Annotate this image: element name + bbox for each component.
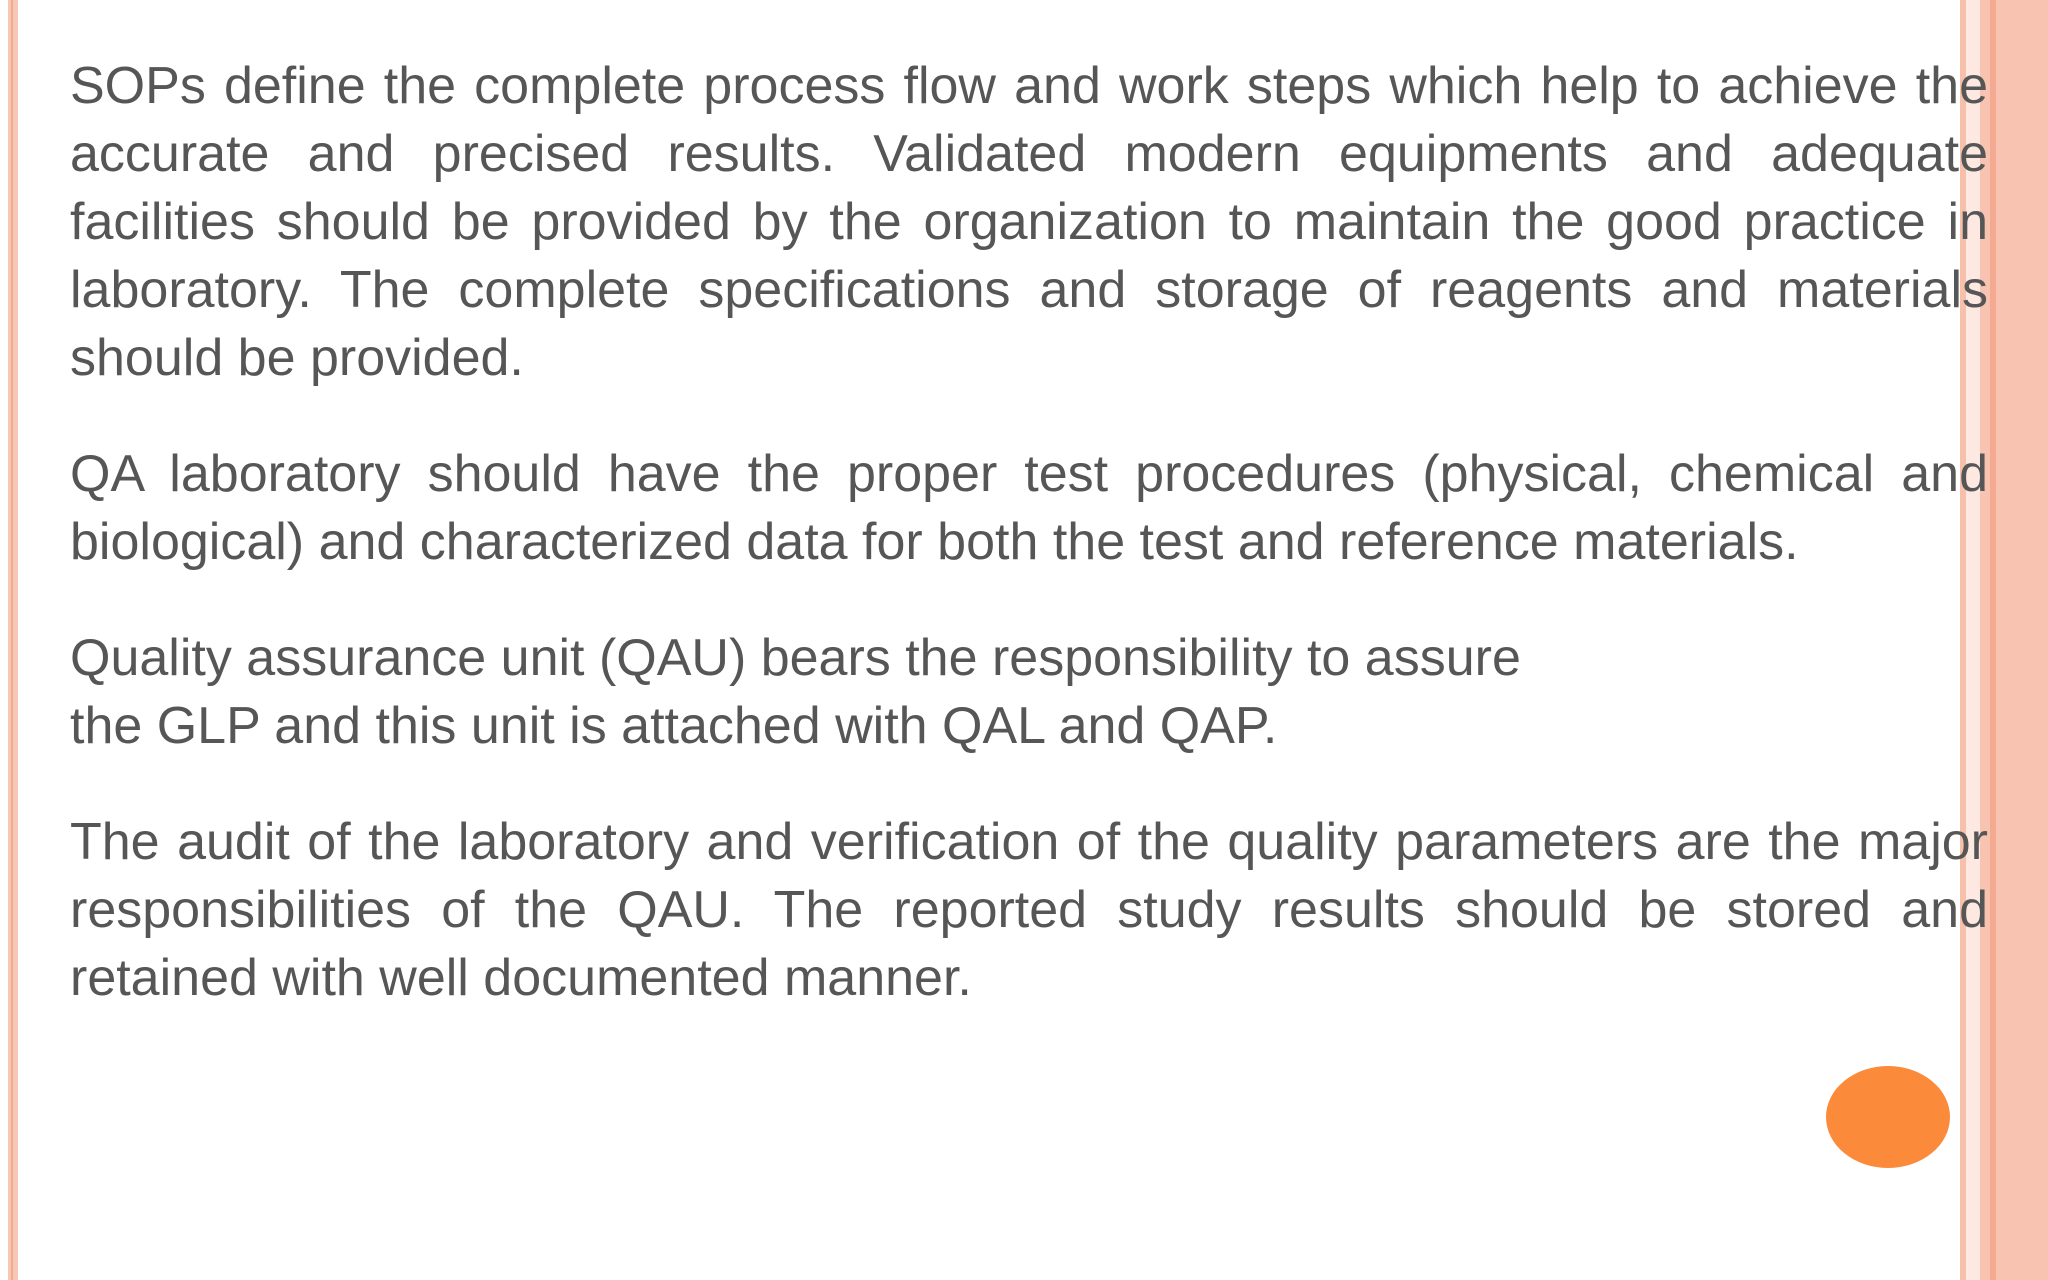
- slide-body: [70, 52, 1988, 1060]
- paragraph-sops: SOPs define the complete process flow and work steps which help to achieve the accurate and precised results. Validated modern equipments and adequate facilities should be provided by the organization to maintain the good practice in laboratory. The complete specifications and storage of reagents and materials should be provided.: [70, 57, 1988, 387]
- paragraph-audit: The audit of the laboratory and verification of the quality parameters are the major responsibilities of the QAU. The reported study results should be stored and retained with well documented manner.: [70, 813, 1988, 1007]
- paragraph-qa-laboratory: QA laboratory should have the proper test procedures (physical, chemical and biological) and characterized data for both the test and reference materials.: [70, 445, 1988, 571]
- paragraph-qau: [70, 624, 1988, 760]
- paragraph-qau-line-1: Quality assurance unit (QAU) bears the responsibility to assure: [70, 629, 1521, 687]
- orange-circle-decoration: [1826, 1066, 1950, 1168]
- left-border-decoration: [8, 0, 18, 1280]
- right-border-thick-decoration: [1980, 0, 2048, 1280]
- paragraph-qau-line-2: the GLP and this unit is attached with QAL and QAP.: [70, 697, 1278, 755]
